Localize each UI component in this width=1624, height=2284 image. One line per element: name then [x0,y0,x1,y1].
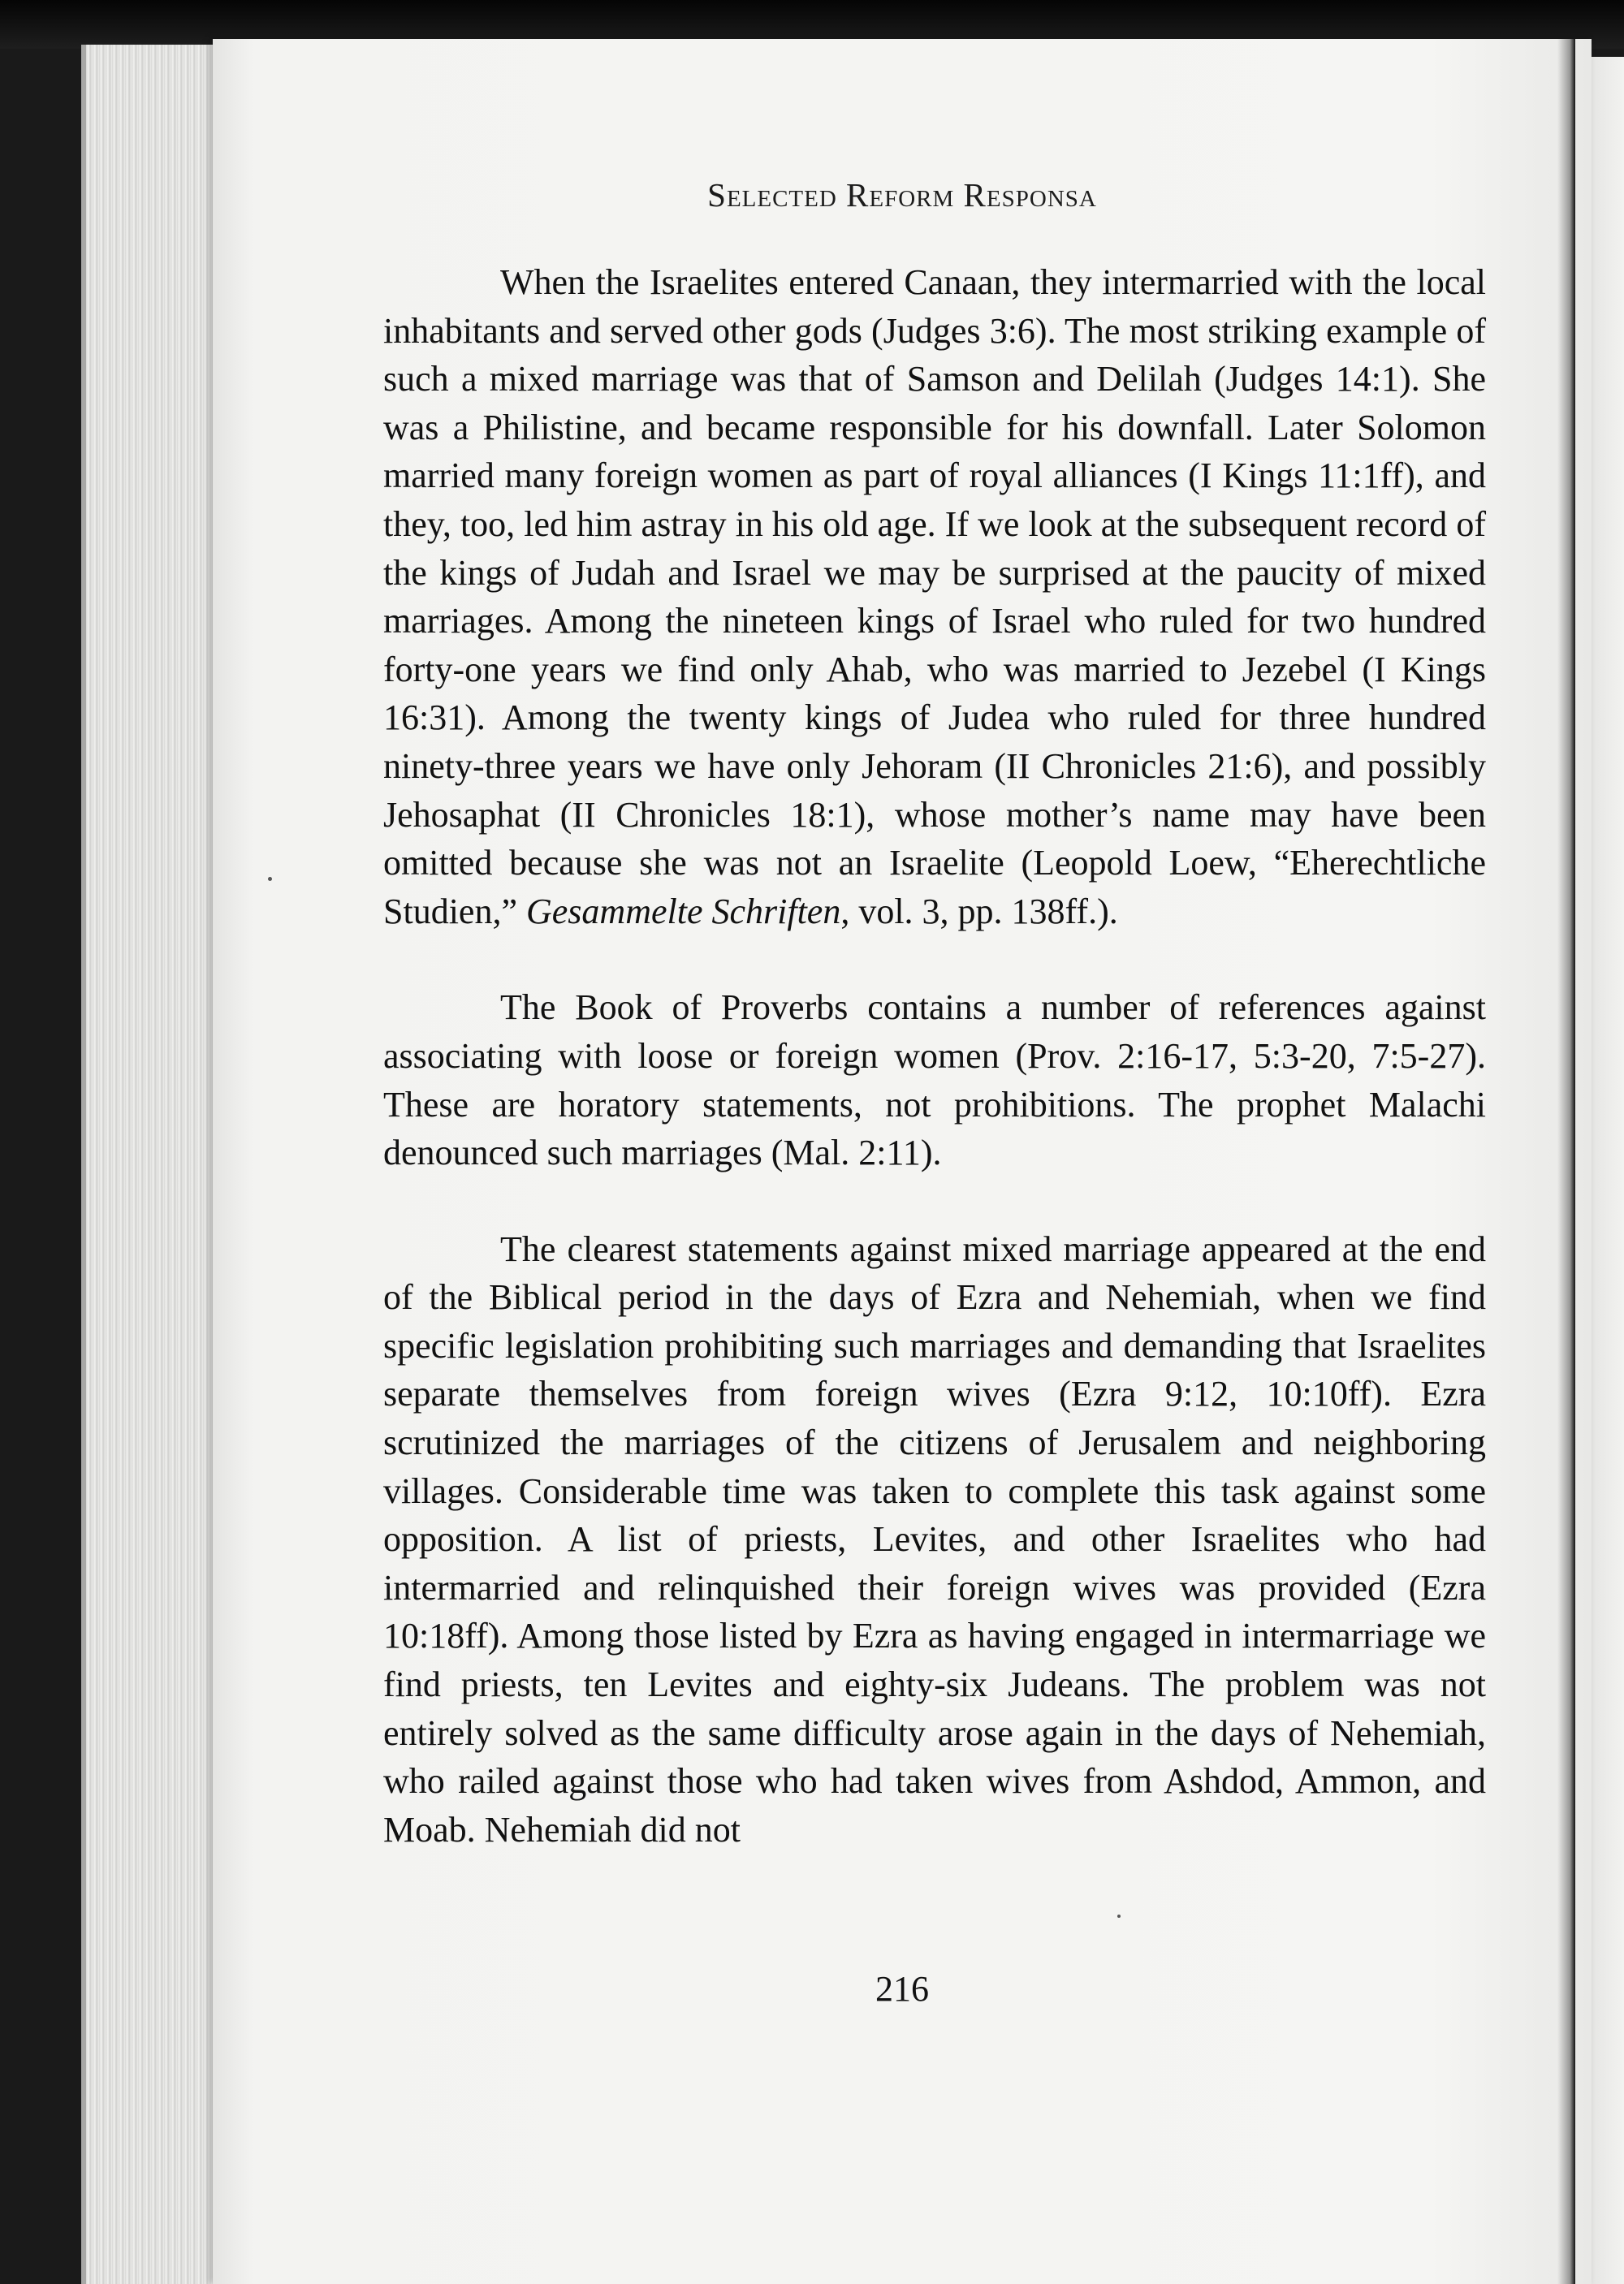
running-head: Selected Reform Responsa [707,176,1097,214]
page-number: 216 [875,1969,929,2009]
body-text [383,258,1486,1902]
book-gutter [1557,39,1575,2284]
paragraph [383,258,1486,935]
italic-title: Gesammelte Schriften [525,891,841,931]
paragraph-text: The clearest statements against mixed marriage appeared at the end of the Biblical period in the days of Ezra and Nehemiah, when we find specific legislation prohibiting such marriages and demanding that Israelites separate themselves from foreign wives (Ezra 9:12, 10:10ff). Ezra scrutinized the marriages of the citizens of Jerusalem and neighboring villages. Considerable time was taken to complete this task against some opposition. A list of priests, Levites, and other Israelites who had intermarried and relinquished their foreign wives was provided (Ezra 10:18ff). Among those listed by Ezra as having engaged in intermarriage we find priests, ten Levites and eighty-six Judeans. The problem was not entirely solved as the same difficulty arose again in the days of Nehemiah, who railed against those who had taken wives from Ashdod, Ammon, and Moab. Nehemiah did not [383,1228,1486,1850]
paragraph-text: When the Israelites entered Canaan, they intermarried with the local inhabitants and served other gods (Judges 3:6). The most striking example of such a mixed marriage was that of Samson and Delilah (Judges 14:1). She was a Philistine, and became responsible for his downfall. Later Solomon married many foreign women as part of royal alliances (I Kings 11:1ff), and they, too, led him astray in his old age. If we look at the subsequent record of the kings of Judah and Israel we may be surprised at the paucity of mixed marriages. Among the nineteen kings of Israel who ruled for two hundred forty-one years we find only Ahab, who was married to Jezebel (I Kings 16:31). Among the twenty kings of Judea who ruled for three hundred ninety-three years we have only Jehoram (II Chronicles 21:6), and possibly Jehosaphat (II Chronicles 18:1), whose mother’s name may have been omitted because she was not an Israelite (Leopold Loew, “Eherechtliche Studien,” [383,262,1486,931]
page-edges [81,45,224,2284]
paragraph [383,983,1486,1177]
paper-speck [1117,1915,1121,1918]
paper-speck [268,877,272,881]
paragraph [383,1225,1486,1854]
paragraph-text: The Book of Proverbs contains a number of references against associating with loose or foreign women (Prov. 2:16-17, 5:3-20, 7:5-27). These are horatory statements, not prohibitions. The prophet Malachi denounced such marriages (Mal. 2:11). [383,987,1486,1173]
paragraph-text: , vol. 3, pp. 138ff.). [840,891,1118,931]
